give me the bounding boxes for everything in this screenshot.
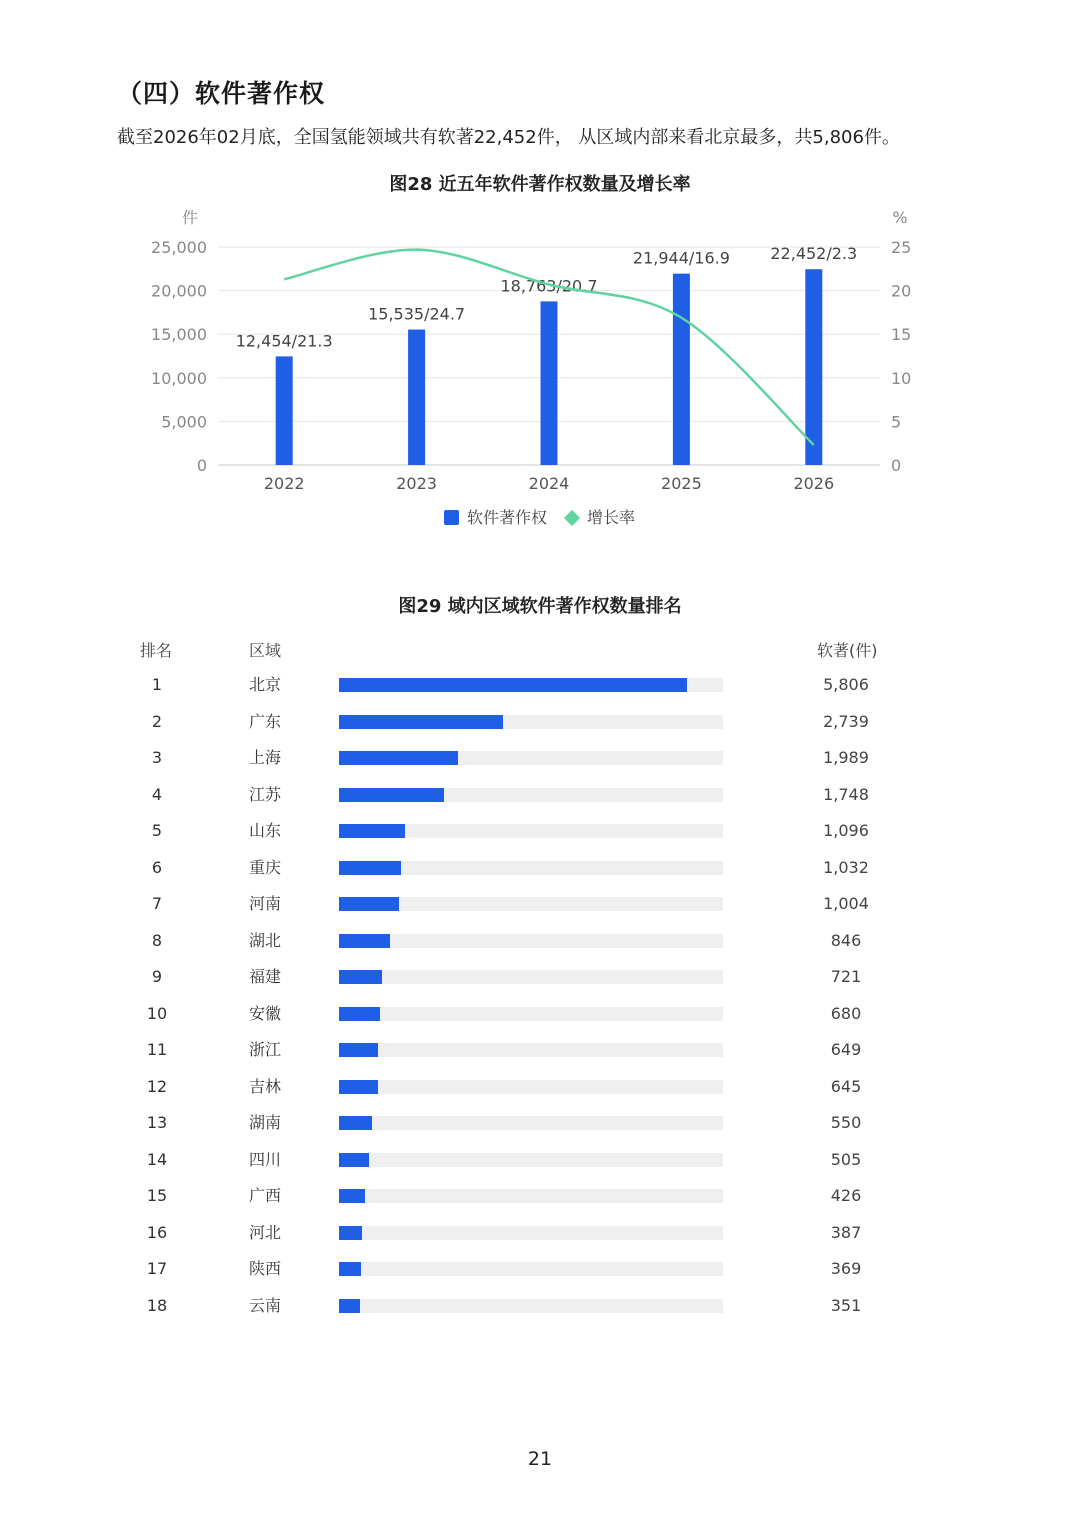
bar-track [339, 1007, 723, 1021]
bar-fill [339, 678, 687, 692]
bar-fill [339, 1189, 365, 1203]
rank-number: 12 [146, 1076, 168, 1096]
data-label: 21,944/16.9 [632, 248, 730, 268]
intro-paragraph: 截至2026年02月底，全国氢能领域共有软著22,452件， 从区域内部来看北京最多，共5,806件。 [117, 127, 900, 148]
bar-track [339, 1080, 723, 1094]
bar-track [339, 715, 723, 729]
bar-fill [339, 934, 390, 948]
right-tick-label: 5 [891, 412, 902, 432]
region-name: 山东 [249, 821, 282, 840]
x-tick-label: 2024 [528, 474, 570, 493]
rank-value: 387 [830, 1222, 862, 1242]
rank-number: 15 [146, 1186, 168, 1205]
rank-number: 18 [146, 1295, 168, 1315]
left-axis-unit: 件 [181, 208, 199, 227]
rank-number: 3 [151, 748, 163, 767]
header-rank: 排名 [140, 641, 173, 660]
rank-value: 351 [830, 1295, 862, 1315]
bar-track [339, 1299, 723, 1313]
rank-number: 17 [146, 1259, 168, 1278]
rank-row [0, 923, 1080, 959]
rank-value: 680 [830, 1003, 862, 1023]
region-name: 安徽 [249, 1003, 282, 1023]
bar-fill [339, 1262, 361, 1276]
rank-value: 426 [830, 1186, 862, 1205]
rank-value: 1,004 [823, 894, 869, 913]
rank-number: 11 [146, 1040, 168, 1059]
bar-track [339, 1226, 723, 1240]
bar-track [339, 1116, 723, 1130]
bar-2026 [805, 269, 822, 465]
rank-row [0, 777, 1080, 813]
rank-row [0, 704, 1080, 740]
section-title: （四）软件著作权 [117, 79, 326, 108]
header-value: 软著(件) [817, 641, 878, 660]
legend-bar-swatch [444, 510, 459, 525]
bar-track [339, 1189, 723, 1203]
legend-line-label: 增长率 [587, 508, 636, 527]
bar-track [339, 934, 723, 948]
x-tick-label: 2023 [396, 474, 437, 493]
rank-number: 10 [146, 1003, 168, 1023]
right-tick-label: 0 [891, 456, 902, 475]
header-region: 区域 [249, 641, 282, 660]
rank-number: 6 [151, 857, 163, 877]
right-tick-label: 10 [891, 368, 912, 388]
left-tick-label: 0 [196, 456, 207, 475]
bar-track [339, 1262, 723, 1276]
rank-number: 8 [151, 930, 163, 950]
bar-fill [339, 861, 401, 875]
left-tick-label: 20,000 [151, 281, 207, 301]
rank-number: 13 [146, 1113, 168, 1132]
right-tick-label: 20 [891, 281, 912, 301]
bar-2024 [541, 301, 558, 465]
bar-fill [339, 1007, 380, 1021]
bar-fill [339, 715, 503, 729]
bar-2025 [673, 274, 690, 465]
rank-value: 649 [830, 1040, 862, 1059]
rank-row [0, 1288, 1080, 1324]
bar-fill [339, 897, 399, 911]
bar-track [339, 788, 723, 802]
rank-value: 1,989 [823, 748, 869, 767]
rank-value: 550 [830, 1113, 862, 1132]
figure29-title: 图29 域内区域软件著作权数量排名 [398, 596, 682, 617]
rank-value: 505 [830, 1149, 862, 1169]
bar-fill [339, 824, 405, 838]
region-name: 北京 [249, 675, 282, 694]
rank-row [0, 1178, 1080, 1214]
bar-fill [339, 1043, 378, 1057]
rank-row [0, 1142, 1080, 1178]
region-name: 云南 [249, 1295, 282, 1315]
rank-value: 721 [830, 967, 862, 986]
rank-value: 369 [830, 1259, 862, 1278]
bar-track [339, 824, 723, 838]
bar-fill [339, 1116, 372, 1130]
bar-track [339, 1153, 723, 1167]
rank-row [0, 850, 1080, 886]
bar-track [339, 678, 723, 692]
rank-row [0, 667, 1080, 703]
bar-fill [339, 1299, 360, 1313]
right-axis-unit: % [892, 208, 908, 227]
region-name: 浙江 [249, 1040, 282, 1059]
figure28-chart [0, 195, 1080, 540]
region-name: 河北 [249, 1222, 282, 1242]
right-tick-label: 15 [891, 325, 912, 345]
rank-row [0, 1215, 1080, 1251]
rank-number: 14 [146, 1149, 168, 1169]
data-label: 15,535/24.7 [368, 304, 466, 324]
rank-row [0, 813, 1080, 849]
rank-value: 1,748 [823, 784, 869, 804]
left-tick-label: 15,000 [151, 325, 207, 345]
legend-bar-label: 软件著作权 [467, 508, 548, 527]
bar-track [339, 897, 723, 911]
rank-row [0, 959, 1080, 995]
region-name: 江苏 [249, 784, 282, 804]
x-tick-label: 2026 [793, 474, 835, 493]
rank-value: 5,806 [823, 675, 869, 694]
region-name: 上海 [249, 748, 282, 767]
rank-number: 2 [151, 711, 163, 731]
bar-track [339, 970, 723, 984]
bar-track [339, 1043, 723, 1057]
rank-row [0, 996, 1080, 1032]
left-tick-label: 10,000 [151, 368, 207, 388]
rank-value: 1,032 [823, 857, 869, 877]
region-name: 湖北 [249, 930, 282, 950]
region-name: 广东 [249, 711, 282, 731]
x-tick-label: 2025 [661, 474, 702, 493]
rank-value: 2,739 [823, 711, 869, 731]
region-name: 陕西 [249, 1259, 282, 1278]
bar-fill [339, 970, 382, 984]
rank-number: 5 [151, 821, 163, 840]
rank-number: 7 [151, 894, 163, 913]
rank-value: 846 [830, 930, 862, 950]
bar-fill [339, 751, 458, 765]
rank-number: 9 [151, 967, 163, 986]
x-tick-label: 2022 [263, 474, 305, 493]
rank-value: 645 [830, 1076, 862, 1096]
bar-2023 [408, 330, 425, 465]
rank-row [0, 1069, 1080, 1105]
rank-row [0, 1105, 1080, 1141]
region-name: 四川 [249, 1149, 282, 1169]
region-name: 福建 [249, 967, 282, 986]
bar-track [339, 751, 723, 765]
region-name: 重庆 [249, 857, 282, 877]
right-tick-label: 25 [891, 238, 912, 257]
bar-2022 [276, 356, 293, 465]
region-name: 广西 [249, 1186, 282, 1205]
data-label: 22,452/2.3 [770, 244, 858, 264]
page-number: 21 [527, 1448, 553, 1470]
bar-track [339, 861, 723, 875]
left-tick-label: 5,000 [161, 412, 207, 432]
rank-row [0, 1251, 1080, 1287]
legend-line-swatch [564, 510, 580, 526]
figure28-title: 图28 近五年软件著作权数量及增长率 [389, 174, 691, 195]
data-label: 18,763/20.7 [500, 276, 598, 296]
rank-row [0, 1032, 1080, 1068]
rank-number: 4 [151, 784, 163, 804]
bar-fill [339, 1226, 362, 1240]
rank-value: 1,096 [823, 821, 869, 840]
region-name: 河南 [249, 894, 282, 913]
rank-row [0, 740, 1080, 776]
bar-fill [339, 1153, 369, 1167]
left-tick-label: 25,000 [151, 238, 207, 257]
rank-number: 1 [151, 675, 163, 694]
region-name: 吉林 [249, 1076, 282, 1096]
bar-fill [339, 788, 444, 802]
data-label: 12,454/21.3 [235, 331, 333, 351]
rank-row [0, 886, 1080, 922]
bar-fill [339, 1080, 378, 1094]
region-name: 湖南 [249, 1113, 282, 1132]
rank-number: 16 [146, 1222, 168, 1242]
